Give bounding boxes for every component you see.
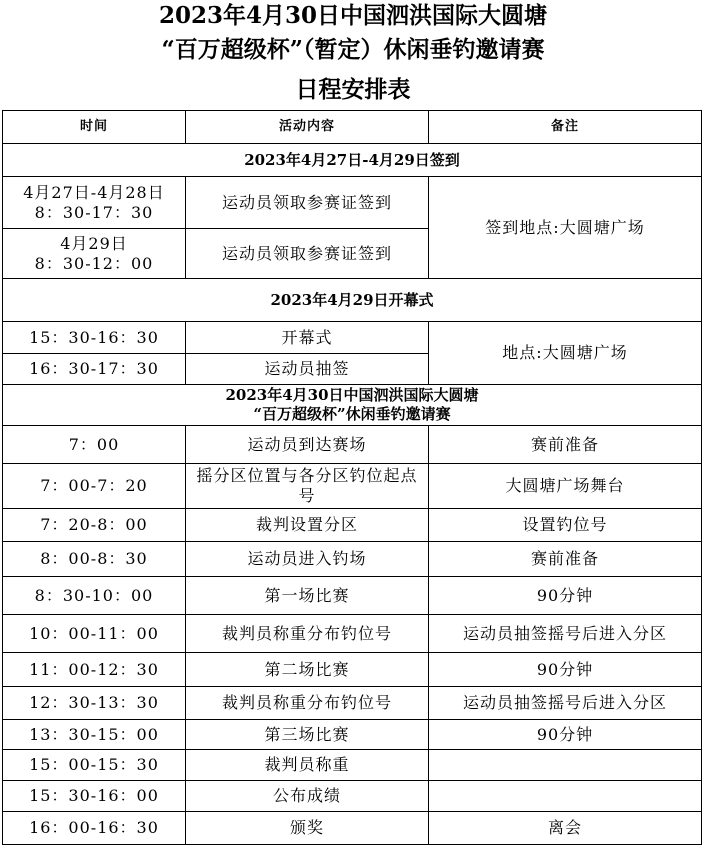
time-line: 8：30-17：30 (34, 202, 154, 222)
time-cell: 15：30-16：30 (3, 322, 186, 354)
section-row (3, 385, 702, 426)
remark-cell: 赛前准备 (429, 426, 702, 464)
time-cell: 15：30-16：00 (3, 781, 186, 812)
header-time: 时间 (3, 111, 186, 144)
table-row (3, 322, 702, 354)
activity-cell: 运动员到达赛场 (186, 426, 429, 464)
activity-cell: 运动员进入钓场 (186, 542, 429, 577)
table-row (3, 177, 702, 229)
title-line-2: “百万超级杯”（暂定）休闲垂钓邀请赛 (161, 36, 545, 63)
time-cell: 11：00-12：30 (3, 653, 186, 687)
opening-remark: 地点:大圆塘广场 (429, 322, 702, 385)
section-row (3, 144, 702, 177)
remark-cell: 大圆塘广场舞台 (429, 464, 702, 509)
time-cell (3, 229, 186, 279)
table-row (3, 426, 702, 464)
remark-cell (429, 750, 702, 781)
remark-cell: 运动员抽签摇号后进入分区 (429, 687, 702, 720)
time-cell: 7：00-7：20 (3, 464, 186, 509)
time-line: 4月27日-4月28日 (23, 182, 165, 202)
activity-cell: 摇分区位置与各分区钓位起点号 (186, 464, 429, 509)
remark-cell: 90分钟 (429, 577, 702, 615)
time-line: 8：30-12：00 (34, 253, 154, 273)
time-cell: 7：20-8：00 (3, 509, 186, 542)
time-cell: 8：00-8：30 (3, 542, 186, 577)
remark-cell: 运动员抽签摇号后进入分区 (429, 615, 702, 653)
checkin-remark: 签到地点:大圆塘广场 (429, 177, 702, 279)
activity-cell: 裁判员称重分布钓位号 (186, 687, 429, 720)
activity-cell: 第二场比赛 (186, 653, 429, 687)
table-row (3, 812, 702, 845)
activity-cell: 公布成绩 (186, 781, 429, 812)
section-heading-match (3, 385, 702, 426)
time-cell: 12：30-13：30 (3, 687, 186, 720)
remark-cell: 90分钟 (429, 653, 702, 687)
activity-cell: 运动员领取参赛证签到 (186, 229, 429, 279)
activity-cell: 裁判员称重 (186, 750, 429, 781)
header-remark: 备注 (429, 111, 702, 144)
time-cell: 16：00-16：30 (3, 812, 186, 845)
time-cell: 13：30-15：00 (3, 720, 186, 750)
table-row (3, 687, 702, 720)
table-row (3, 509, 702, 542)
match-heading-line-1: 2023年4月30日中国泗洪国际大圆塘 (225, 386, 479, 404)
table-row (3, 781, 702, 812)
table-row (3, 542, 702, 577)
time-cell: 15：00-15：30 (3, 750, 186, 781)
title-line-1: 2023年4月30日中国泗洪国际大圆塘 (158, 2, 548, 29)
section-row (3, 279, 702, 322)
table-row (3, 615, 702, 653)
activity-cell: 第一场比赛 (186, 577, 429, 615)
activity-cell: 运动员抽签 (186, 354, 429, 385)
remark-cell: 90分钟 (429, 720, 702, 750)
activity-cell: 第三场比赛 (186, 720, 429, 750)
remark-cell: 赛前准备 (429, 542, 702, 577)
remark-cell: 设置钓位号 (429, 509, 702, 542)
schedule-table (2, 110, 702, 845)
time-line: 4月29日 (60, 233, 128, 253)
section-heading-opening: 2023年4月29日开幕式 (3, 279, 702, 322)
time-cell: 8：30-10：00 (3, 577, 186, 615)
table-row (3, 720, 702, 750)
table-row (3, 577, 702, 615)
header-activity: 活动内容 (186, 111, 429, 144)
activity-cell: 裁判员称重分布钓位号 (186, 615, 429, 653)
activity-cell: 裁判设置分区 (186, 509, 429, 542)
activity-cell: 颁奖 (186, 812, 429, 845)
match-heading-line-2: “百万超级杯”休闲垂钓邀请赛 (253, 405, 451, 423)
title-line-3: 日程安排表 (295, 76, 411, 103)
time-cell: 10：00-11：00 (3, 615, 186, 653)
activity-cell: 开幕式 (186, 322, 429, 354)
time-cell: 7：00 (3, 426, 186, 464)
time-cell: 16：30-17：30 (3, 354, 186, 385)
table-row (3, 464, 702, 509)
table-header-row (3, 111, 702, 144)
table-row (3, 750, 702, 781)
section-heading-checkin: 2023年4月27日-4月29日签到 (3, 144, 702, 177)
activity-cell: 运动员领取参赛证签到 (186, 177, 429, 229)
table-row (3, 653, 702, 687)
remark-cell: 离会 (429, 812, 702, 845)
time-cell (3, 177, 186, 229)
remark-cell (429, 781, 702, 812)
